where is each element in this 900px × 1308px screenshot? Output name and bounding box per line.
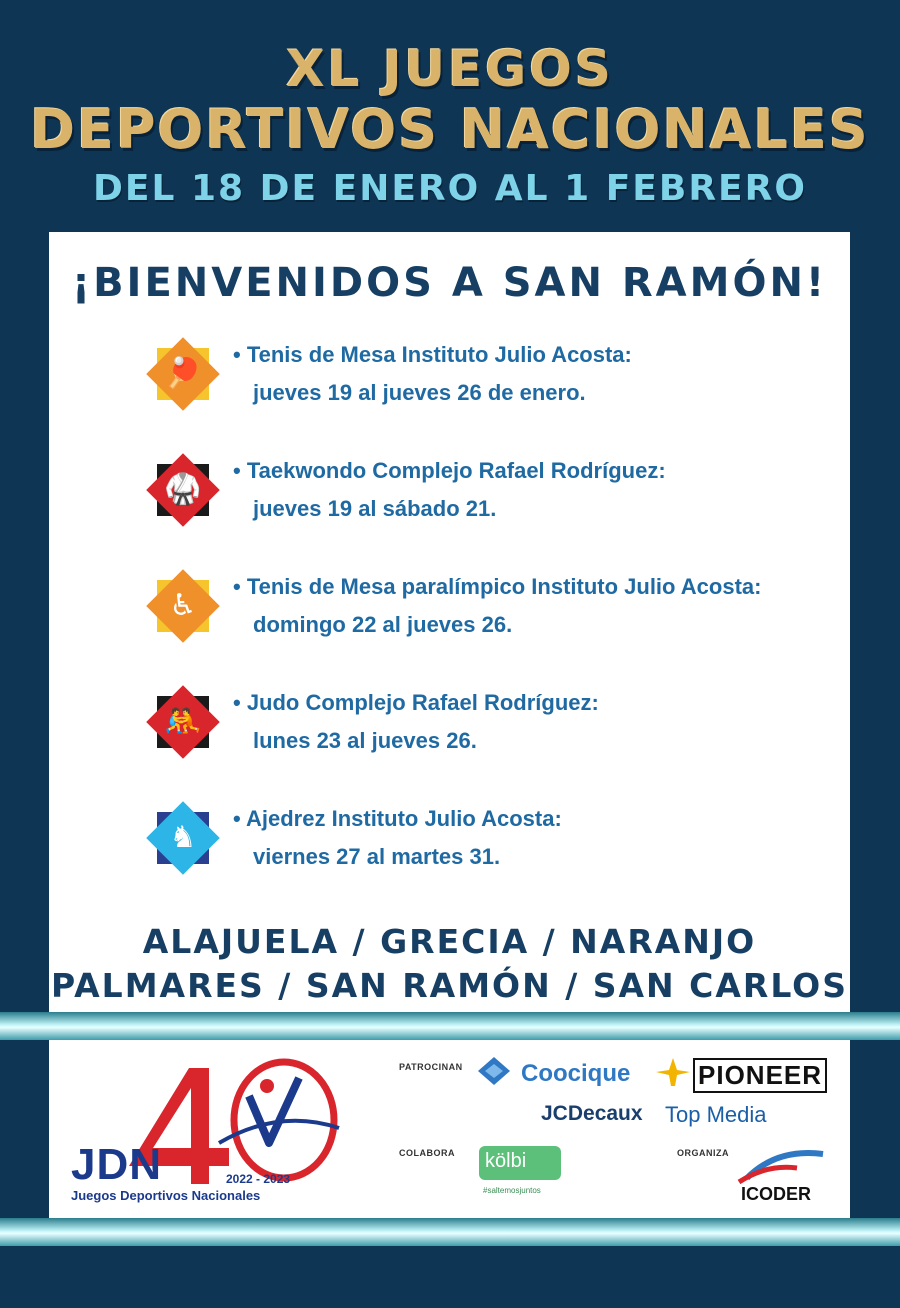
event-title: • Tenis de Mesa paralímpico Instituto Julio Acosta: [233,574,762,599]
event-dates: lunes 23 al jueves 26. [253,728,477,753]
coocique-text: Coocique [521,1060,631,1087]
kolbi-logo [479,1146,561,1180]
event-dates: DEL 18 DE ENERO AL 1 FEBRERO [93,168,807,209]
icoder-swoosh-icon [737,1144,827,1184]
main-title-line1: XL JUEGOS [286,40,614,98]
event-item [147,686,837,766]
kolbi-text: kölbi [485,1150,527,1172]
cities-line2: PALMARES / SAN RAMÓN / SAN CARLOS [50,966,848,1005]
topmedia-text: Top Media [665,1102,767,1127]
event-item [147,338,837,418]
jdn-years: 2022 - 2023 [226,1172,291,1186]
event-title: • Ajedrez Instituto Julio Acosta: [233,806,562,831]
main-title-line2: DEPORTIVOS NACIONALES [30,98,870,161]
jdn-text: JDN [71,1140,163,1189]
coocique-diamond-icon [477,1056,511,1086]
kolbi-hashtag: #saltemosjuntos [483,1186,541,1195]
icoder-text: ICODER [741,1184,812,1204]
schedule-panel [49,232,850,1012]
jcdecaux-text: JCDecaux [541,1102,643,1125]
event-title: • Tenis de Mesa Instituto Julio Acosta: [233,342,632,367]
event-dates: domingo 22 al jueves 26. [253,612,513,637]
chess-icon: ♞ [147,802,219,874]
event-title: • Judo Complejo Rafael Rodríguez: [233,690,599,715]
pioneer-text: PIONEER [693,1058,827,1093]
event-dates: jueves 19 al sábado 21. [253,496,497,521]
event-item [147,570,837,650]
taekwondo-icon: 🥋 [147,454,219,526]
sponsors-label: PATROCINAN [399,1062,463,1072]
bottom-stripe [0,1218,900,1246]
coocique-logo [477,1056,631,1090]
footer-logos [49,1040,850,1218]
divider-stripe [0,1012,900,1040]
pioneer-logo [655,1056,823,1092]
event-title: • Taekwondo Complejo Rafael Rodríguez: [233,458,666,483]
table-tennis-icon: 🏓 [147,338,219,410]
welcome-heading: ¡BIENVENIDOS A SAN RAMÓN! [71,260,828,306]
judo-icon: 🤼 [147,686,219,758]
pioneer-plane-icon [655,1056,691,1088]
icoder-logo [737,1144,827,1210]
event-dates: viernes 27 al martes 31. [253,844,501,869]
event-item [147,454,837,534]
cities-line1: ALAJUELA / GRECIA / NARANJO [142,922,757,961]
para-table-tennis-icon: ♿ [147,570,219,642]
jdn-logo [69,1048,349,1210]
organizer-label: ORGANIZA [677,1148,729,1158]
collab-label: COLABORA [399,1148,455,1158]
jdn-subtitle: Juegos Deportivos Nacionales [71,1188,261,1203]
event-dates: jueves 19 al jueves 26 de enero. [253,380,586,405]
event-item [147,802,837,882]
